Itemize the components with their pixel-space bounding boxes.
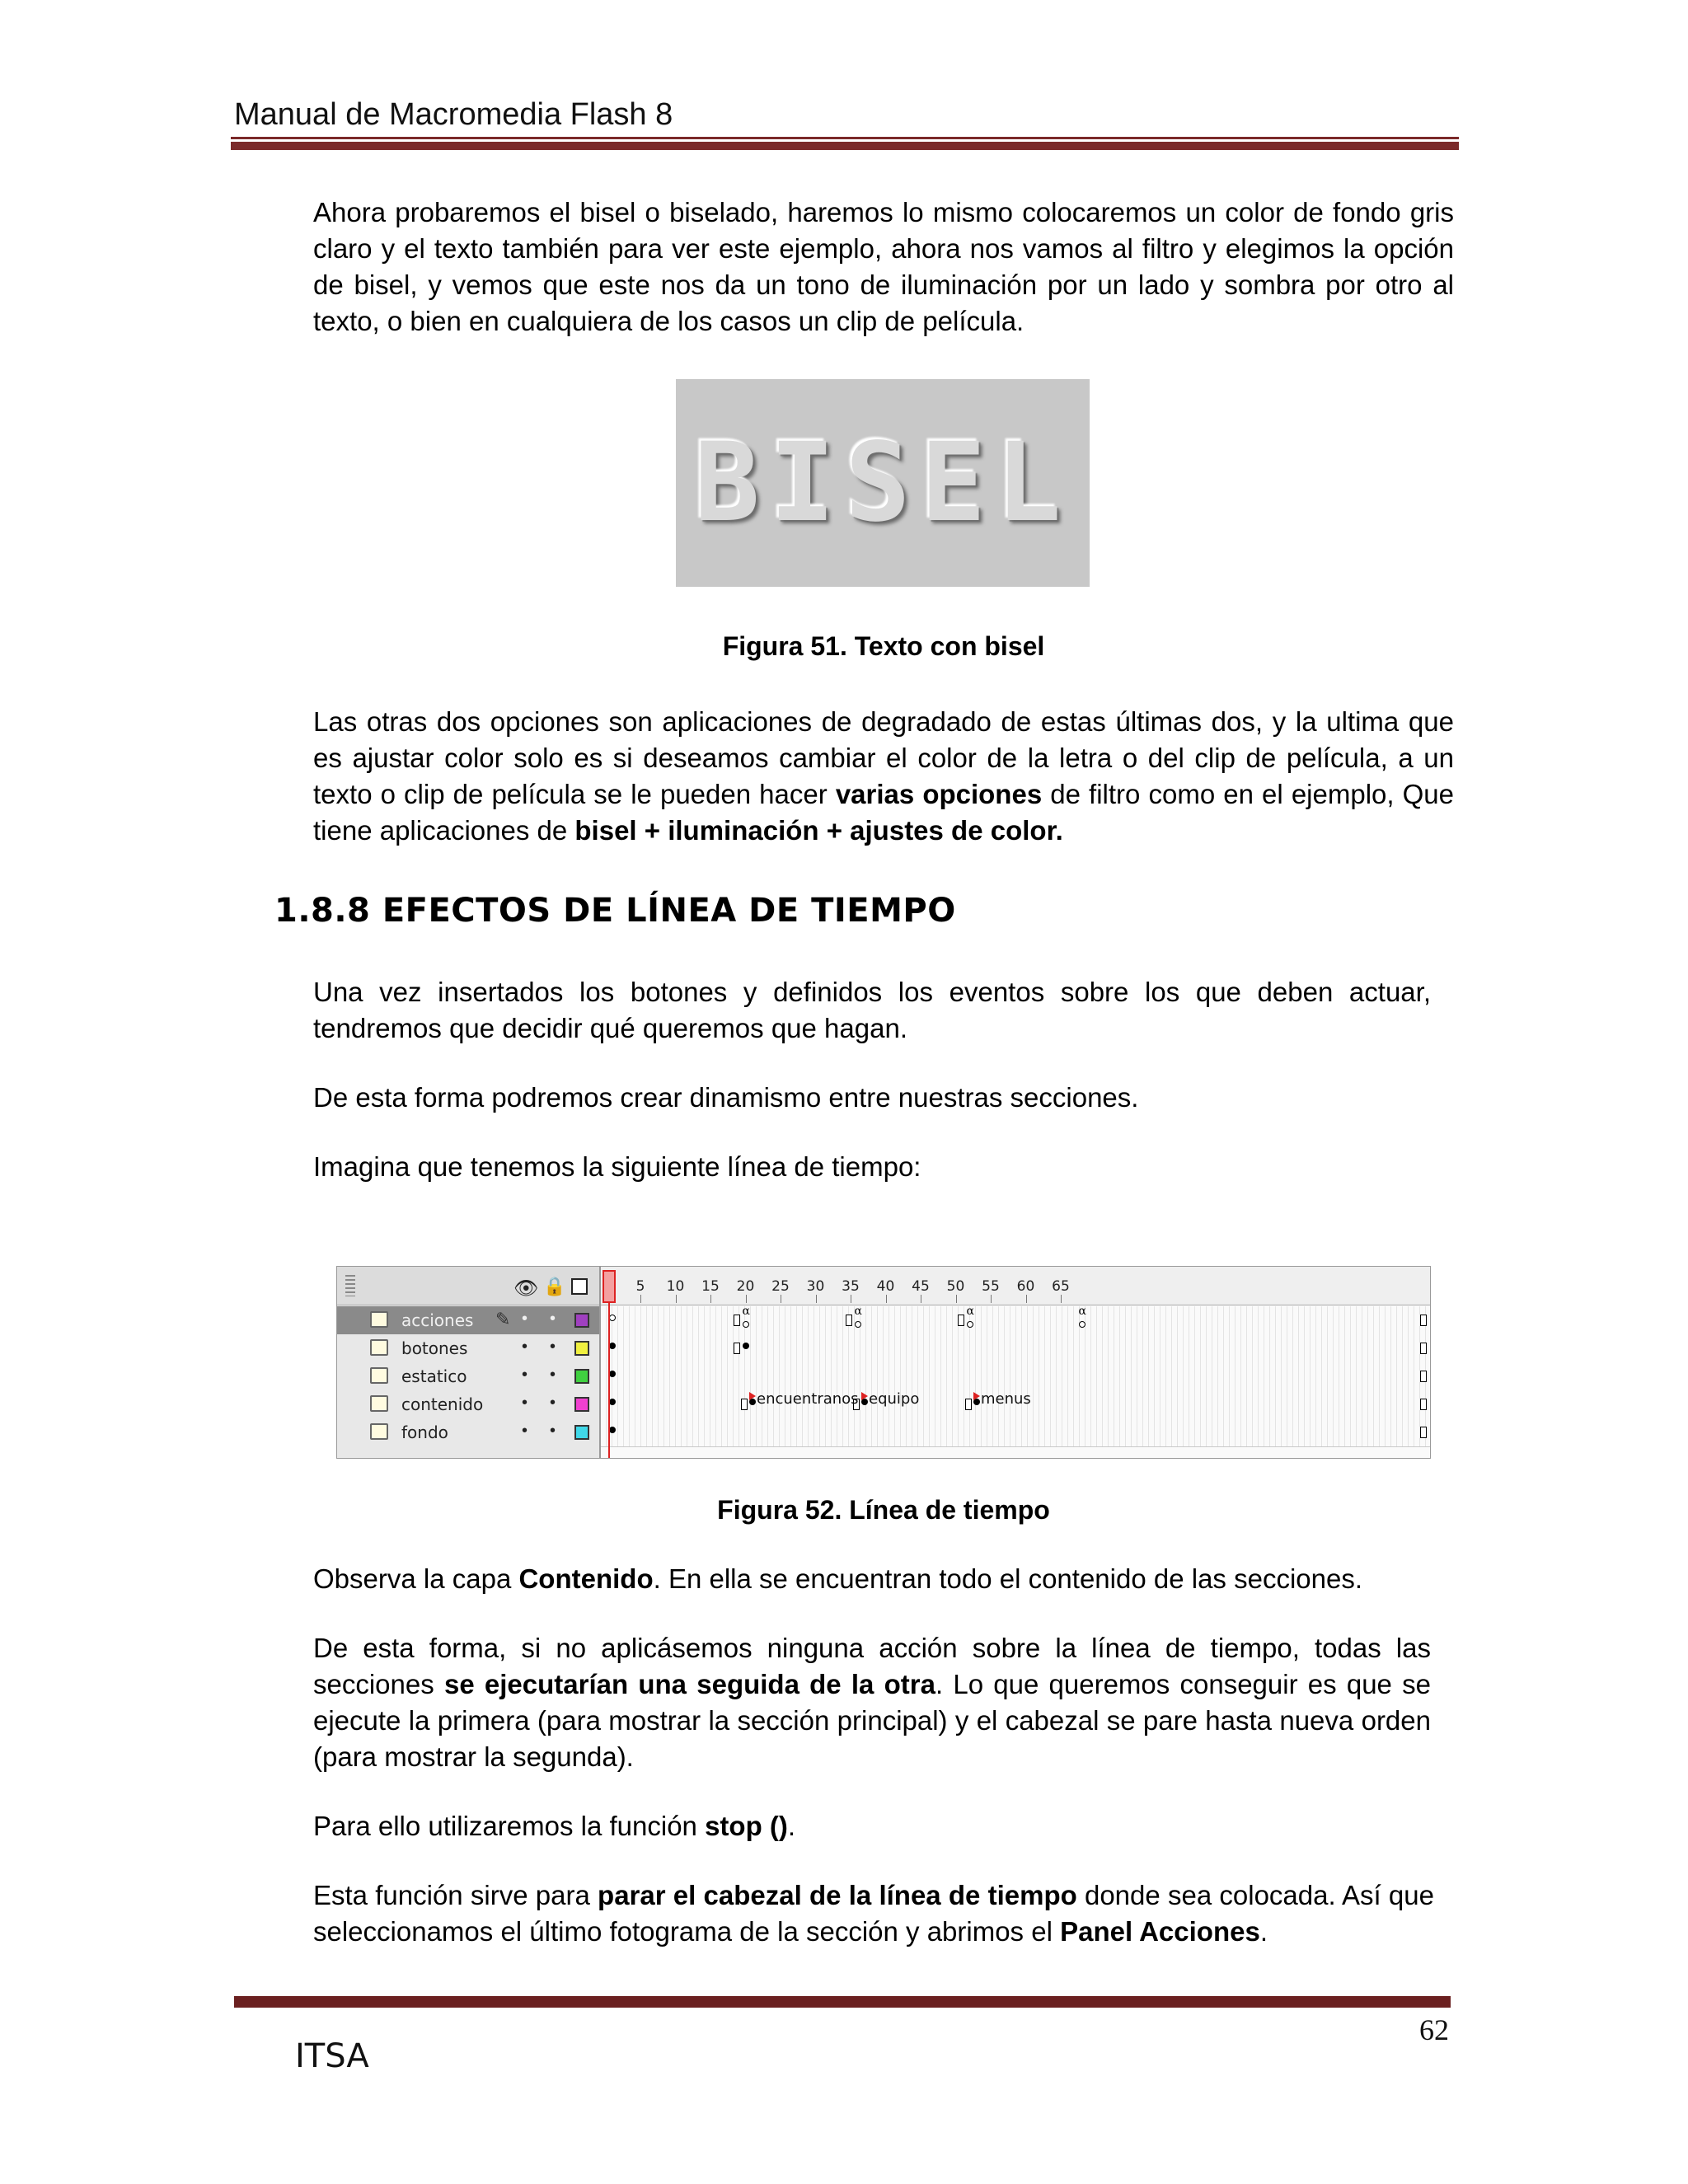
- visibility-toggle[interactable]: •: [522, 1310, 528, 1328]
- bisel-figure-text: BISEL: [694, 419, 1071, 546]
- paragraph-filter-options: [313, 704, 1454, 849]
- ruler-tick: [710, 1295, 711, 1303]
- bold-text: Panel Acciones: [1060, 1916, 1260, 1947]
- frame-label: encuentranos: [757, 1390, 859, 1408]
- layer-name: contenido: [401, 1394, 484, 1414]
- layer-outline-color-swatch[interactable]: [574, 1341, 589, 1356]
- ruler-tick-label: 40: [876, 1278, 895, 1295]
- footer-rule: [234, 1996, 1451, 2008]
- ruler-tick-label: 60: [1016, 1278, 1035, 1295]
- frame-label: equipo: [869, 1390, 920, 1408]
- layer-icon: [370, 1311, 388, 1328]
- paragraph-dynamism: De esta forma podremos crear dinamismo entre nuestras secciones.: [313, 1082, 1139, 1113]
- lock-icon[interactable]: 🔒: [543, 1277, 566, 1297]
- end-frame-marker[interactable]: [1420, 1371, 1427, 1382]
- panel-grip-icon[interactable]: [345, 1275, 355, 1296]
- playhead[interactable]: [603, 1270, 616, 1303]
- figure-51-caption: Figura 51. Texto con bisel: [722, 631, 1045, 661]
- playhead-line: [608, 1303, 610, 1458]
- ruler-tick: [956, 1295, 957, 1303]
- visibility-toggle[interactable]: •: [522, 1338, 528, 1356]
- frame-ruler[interactable]: [601, 1267, 1430, 1305]
- layer-icon: [370, 1423, 388, 1440]
- page-number: 62: [1419, 2013, 1449, 2046]
- end-frame-marker[interactable]: [1420, 1315, 1427, 1326]
- ruler-tick-label: 50: [946, 1278, 965, 1295]
- ruler-tick-label: 5: [635, 1278, 645, 1295]
- bold-text: se ejecutarían una seguida de la otra: [443, 1669, 935, 1699]
- ruler-tick: [676, 1295, 677, 1303]
- ruler-tick-label: 65: [1052, 1278, 1070, 1295]
- paragraph-contenido-layer: [313, 1561, 1454, 1597]
- ruler-tick-label: 55: [982, 1278, 1000, 1295]
- paragraph-bisel-intro: Ahora probaremos el bisel o biselado, haremos lo mismo colocaremos un color de fondo gris claro y el texto también para ver este ejemplo, ahora nos vamos al filtro y elegimos la opción de bisel, y vemos que este nos da un tono de iluminación por un lado y sombra por otro al texto, o bien en cualquiera de los casos un clip de película.: [313, 197, 1454, 336]
- layer-row-acciones[interactable]: [337, 1306, 599, 1334]
- ruler-tick: [640, 1295, 641, 1303]
- end-frame-marker[interactable]: [1420, 1399, 1427, 1410]
- keyframe-with-action[interactable]: [967, 1321, 973, 1328]
- end-frame-marker[interactable]: [734, 1343, 740, 1354]
- end-frame-marker[interactable]: [846, 1315, 852, 1326]
- ruler-tick-label: 20: [736, 1278, 755, 1295]
- lock-toggle[interactable]: •: [550, 1422, 556, 1440]
- action-alpha-icon: α: [742, 1305, 750, 1318]
- frame-label-flag-icon: [861, 1392, 868, 1400]
- bold-text: stop (): [705, 1811, 788, 1841]
- end-frame-marker[interactable]: [734, 1315, 740, 1326]
- layer-list-header: [337, 1267, 599, 1305]
- ruler-tick: [886, 1295, 887, 1303]
- keyframe[interactable]: [609, 1371, 616, 1377]
- lock-toggle[interactable]: •: [550, 1338, 556, 1356]
- lock-toggle[interactable]: •: [550, 1394, 556, 1412]
- pencil-icon: ✎: [495, 1309, 511, 1329]
- keyframe[interactable]: [609, 1399, 616, 1405]
- layer-outline-color-swatch[interactable]: [574, 1425, 589, 1440]
- visibility-toggle[interactable]: •: [522, 1394, 528, 1412]
- bold-text: Contenido: [518, 1563, 654, 1594]
- keyframe-with-action[interactable]: [609, 1315, 616, 1321]
- keyframe-with-action[interactable]: [1079, 1321, 1085, 1328]
- paragraph-imagine-timeline: Imagina que tenemos la siguiente línea de tiempo:: [313, 1151, 921, 1182]
- ruler-tick-label: 25: [771, 1278, 790, 1295]
- end-frame-marker[interactable]: [741, 1399, 748, 1410]
- header-rule: [231, 137, 1459, 139]
- end-frame-marker[interactable]: [965, 1399, 972, 1410]
- frame-row-acciones[interactable]: [601, 1306, 1430, 1335]
- text-run: .: [787, 1811, 796, 1841]
- action-alpha-icon: α: [966, 1305, 974, 1318]
- ruler-tick: [816, 1295, 817, 1303]
- layer-outline-color-swatch[interactable]: [574, 1369, 589, 1384]
- outline-icon[interactable]: [571, 1278, 588, 1295]
- end-frame-marker[interactable]: [1420, 1427, 1427, 1438]
- layer-name: fondo: [401, 1422, 448, 1442]
- text-run: Para ello utilizaremos la función: [313, 1811, 706, 1841]
- text-run: donde sea colocada. Así que seleccionamos el último fotograma de la sección y abrimos el: [313, 1880, 1434, 1947]
- ruler-tick: [1061, 1295, 1062, 1303]
- frame-row-fondo[interactable]: [601, 1418, 1430, 1447]
- frame-row-estatico[interactable]: [601, 1362, 1430, 1391]
- text-run: Observa la capa: [313, 1563, 519, 1594]
- layer-name: botones: [401, 1338, 468, 1358]
- ruler-tick-label: 10: [666, 1278, 685, 1295]
- end-frame-marker[interactable]: [958, 1315, 964, 1326]
- text-run: De esta forma, si no aplicásemos ninguna acción sobre la línea de tiempo, todas las secciones: [313, 1633, 1431, 1699]
- action-alpha-icon: α: [1078, 1305, 1086, 1318]
- frame-label-flag-icon: [973, 1392, 980, 1400]
- paragraph-stop-description: [313, 1877, 1434, 1950]
- frame-area: [601, 1267, 1430, 1458]
- keyframe[interactable]: [609, 1343, 616, 1349]
- layer-icon: [370, 1395, 388, 1412]
- ruler-tick: [1026, 1295, 1027, 1303]
- lock-toggle[interactable]: •: [550, 1366, 556, 1384]
- ruler-tick: [991, 1295, 992, 1303]
- header-rule-thick: [231, 142, 1459, 150]
- text-run: .: [1259, 1916, 1268, 1947]
- layer-icon: [370, 1367, 388, 1384]
- eye-icon[interactable]: 👁: [513, 1277, 539, 1300]
- bold-text: varias opciones: [835, 779, 1043, 809]
- text-run: . Lo que queremos conseguir es que se ejecute la primera (para mostrar la sección principal) y el cabezal se pare hasta nueva orden (para mostrar la segunda).: [313, 1669, 1431, 1772]
- layer-row-contenido[interactable]: [337, 1390, 599, 1418]
- keyframe-with-action[interactable]: [855, 1321, 861, 1328]
- bold-text: bisel + iluminación + ajustes de color.: [574, 815, 1063, 846]
- text-run: Las otras dos opciones son aplicaciones de degradado de estas últimas dos, y la ultima que es ajustar color solo es si deseamos cambiar el color de la letra o del clip de película, a un texto o clip de película se le pueden hacer: [313, 706, 1454, 809]
- paragraph-buttons-events: Una vez insertados los botones y definidos los eventos sobre los que deben actuar, tendremos que decidir qué queremos que hagan.: [313, 977, 1431, 1043]
- ruler-tick-label: 35: [842, 1278, 860, 1295]
- keyframe[interactable]: [743, 1343, 749, 1349]
- keyframe[interactable]: [609, 1427, 616, 1433]
- paragraph-stop-function: [313, 1808, 1454, 1844]
- figure-52-caption: Figura 52. Línea de tiempo: [717, 1495, 1050, 1525]
- bold-text: parar el cabezal de la línea de tiempo: [598, 1880, 1077, 1910]
- bisel-figure-image: [676, 379, 1090, 587]
- layer-row-estatico[interactable]: [337, 1362, 599, 1390]
- header-title: Manual de Macromedia Flash 8: [234, 97, 673, 132]
- lock-toggle[interactable]: •: [550, 1310, 556, 1328]
- keyframe-with-action[interactable]: [743, 1321, 749, 1328]
- action-alpha-icon: α: [854, 1305, 862, 1318]
- ruler-tick-label: 30: [806, 1278, 825, 1295]
- layer-list: [337, 1267, 601, 1458]
- layer-outline-color-swatch[interactable]: [574, 1397, 589, 1412]
- text-run: de filtro como en el ejemplo, Que tiene aplicaciones de: [313, 779, 1455, 846]
- ruler-tick: [746, 1295, 747, 1303]
- text-run: . En ella se encuentran todo el contenido de las secciones.: [653, 1563, 1363, 1594]
- visibility-toggle[interactable]: •: [522, 1422, 528, 1440]
- frame-label: menus: [981, 1390, 1031, 1408]
- layer-outline-color-swatch[interactable]: [574, 1313, 589, 1328]
- frame-row-botones[interactable]: [601, 1334, 1430, 1363]
- timeline-panel: [336, 1266, 1431, 1459]
- footer-org: ITSA: [295, 2037, 369, 2075]
- layer-name: acciones: [401, 1310, 474, 1330]
- layer-icon: [370, 1339, 388, 1356]
- frame-label-flag-icon: [749, 1392, 756, 1400]
- layer-row-fondo[interactable]: [337, 1418, 599, 1446]
- paragraph-sections-sequence: [313, 1630, 1431, 1775]
- text-run: Esta función sirve para: [313, 1880, 598, 1910]
- section-heading: 1.8.8 EFECTOS DE LÍNEA DE TIEMPO: [274, 892, 956, 930]
- layer-name: estatico: [401, 1366, 467, 1386]
- layer-row-botones[interactable]: [337, 1334, 599, 1362]
- end-frame-marker[interactable]: [1420, 1343, 1427, 1354]
- frame-row-contenido[interactable]: [601, 1390, 1430, 1419]
- ruler-tick-label: 45: [912, 1278, 930, 1295]
- visibility-toggle[interactable]: •: [522, 1366, 528, 1384]
- ruler-tick-label: 15: [701, 1278, 720, 1295]
